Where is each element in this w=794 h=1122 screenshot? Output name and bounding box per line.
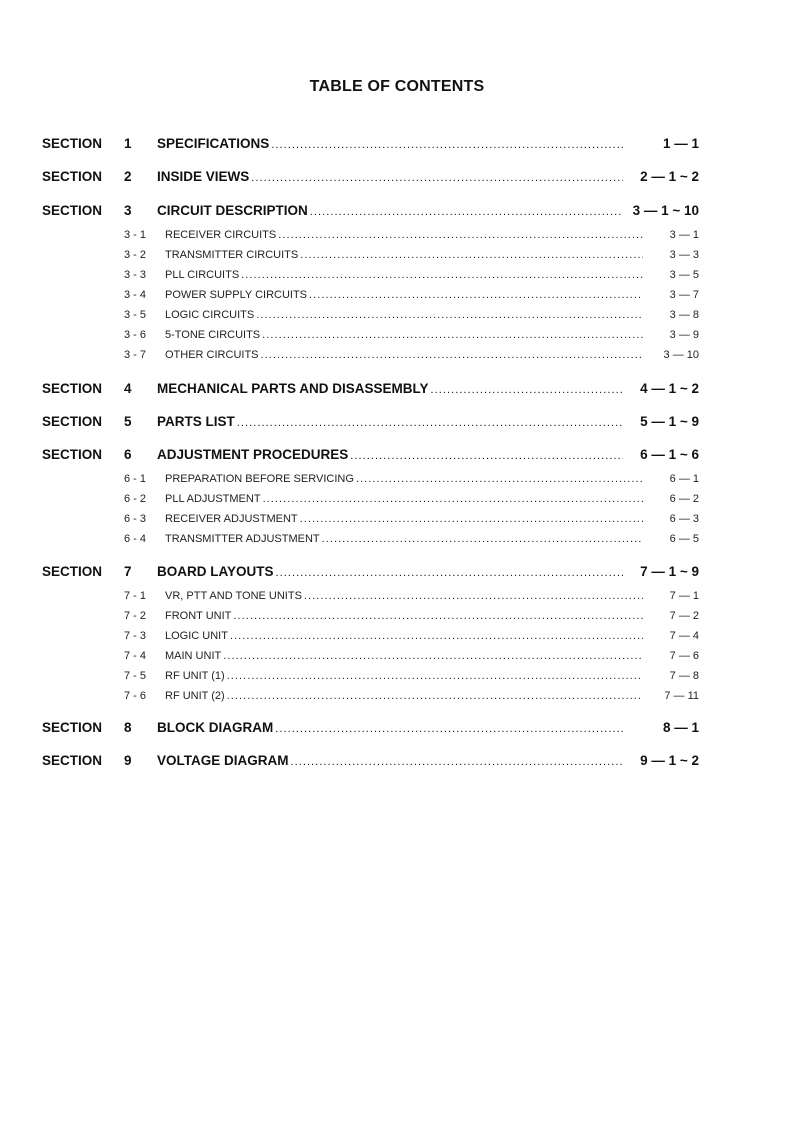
subsection-entry	[165, 509, 647, 529]
toc-section-row[interactable]	[0, 751, 794, 771]
subsection-title: RF UNIT (1)	[165, 670, 225, 682]
subsection-entry	[165, 606, 647, 626]
section-page: 5 — 1 ~ 9	[640, 414, 699, 429]
subsection-title: TRANSMITTER ADJUSTMENT	[165, 533, 320, 545]
section-number: 8	[124, 720, 132, 735]
toc-subsection-row[interactable]	[0, 265, 794, 285]
section-entry	[157, 412, 627, 433]
toc-subsection-row[interactable]	[0, 225, 794, 245]
toc-subsection-row[interactable]	[0, 686, 794, 706]
subsection-number: 3 - 1	[124, 229, 147, 241]
dot-leader	[291, 752, 624, 772]
dot-leader	[241, 265, 643, 285]
dot-leader	[256, 305, 643, 325]
subsection-page: 3 — 3	[669, 249, 699, 261]
subsection-number: 3 - 4	[124, 289, 147, 301]
subsection-title: VR, PTT AND TONE UNITS	[165, 590, 302, 602]
section-entry	[157, 379, 627, 400]
section-page: 4 — 1 ~ 2	[640, 381, 699, 396]
section-number: 7	[124, 564, 132, 579]
dot-leader	[263, 489, 643, 509]
section-page: 8 — 1	[662, 720, 699, 735]
subsection-title: MAIN UNIT	[165, 650, 222, 662]
subsection-title: TRANSMITTER CIRCUITS	[165, 249, 299, 261]
subsection-title: PLL ADJUSTMENT	[165, 493, 261, 505]
subsection-entry	[165, 285, 647, 305]
subsection-entry	[165, 529, 647, 549]
section-entry	[157, 167, 627, 188]
subsection-number: 6 - 1	[124, 473, 147, 485]
section-label: SECTION	[42, 720, 103, 735]
section-page: 6 — 1 ~ 6	[640, 447, 699, 462]
toc-section-row[interactable]	[0, 201, 794, 221]
subsection-title: POWER SUPPLY CIRCUITS	[165, 289, 308, 301]
subsection-title: OTHER CIRCUITS	[165, 349, 259, 361]
toc-subsection-row[interactable]	[0, 529, 794, 549]
dot-leader	[237, 413, 623, 433]
subsection-number: 3 - 5	[124, 309, 147, 321]
dot-leader	[431, 380, 623, 400]
toc-section-row[interactable]	[0, 412, 794, 432]
subsection-page: 7 — 8	[669, 670, 699, 682]
dot-leader	[227, 666, 643, 686]
dot-leader	[278, 225, 643, 245]
subsection-entry	[165, 686, 647, 706]
section-entry	[157, 562, 627, 583]
section-title: MECHANICAL PARTS AND DISASSEMBLY	[157, 381, 429, 396]
subsection-title: RECEIVER CIRCUITS	[165, 229, 277, 241]
section-label: SECTION	[42, 381, 103, 396]
subsection-page: 6 — 5	[669, 533, 699, 545]
dot-leader	[300, 245, 643, 265]
subsection-page: 7 — 4	[669, 630, 699, 642]
section-title: BLOCK DIAGRAM	[157, 720, 274, 735]
toc-subsection-row[interactable]	[0, 666, 794, 686]
toc-subsection-row[interactable]	[0, 586, 794, 606]
section-page: 3 — 1 ~ 10	[632, 203, 699, 218]
subsection-entry	[165, 586, 647, 606]
subsection-page: 3 — 9	[669, 329, 699, 341]
subsection-title: FRONT UNIT	[165, 610, 232, 622]
section-entry	[157, 134, 627, 155]
section-page: 7 — 1 ~ 9	[640, 564, 699, 579]
toc-section-row[interactable]	[0, 167, 794, 187]
dot-leader	[350, 446, 623, 466]
subsection-page: 3 — 5	[669, 269, 699, 281]
section-title: SPECIFICATIONS	[157, 136, 270, 151]
subsection-number: 6 - 4	[124, 533, 147, 545]
subsection-page: 7 — 2	[669, 610, 699, 622]
subsection-page: 6 — 2	[669, 493, 699, 505]
section-entry	[157, 201, 627, 222]
subsection-number: 7 - 5	[124, 670, 147, 682]
subsection-entry	[165, 489, 647, 509]
subsection-number: 3 - 7	[124, 349, 147, 361]
section-number: 9	[124, 753, 132, 768]
subsection-number: 3 - 6	[124, 329, 147, 341]
toc-subsection-row[interactable]	[0, 305, 794, 325]
subsection-entry	[165, 325, 647, 345]
subsection-number: 7 - 6	[124, 690, 147, 702]
section-page: 2 — 1 ~ 2	[640, 169, 699, 184]
toc-subsection-row[interactable]	[0, 285, 794, 305]
dot-leader	[261, 345, 644, 365]
subsection-number: 6 - 2	[124, 493, 147, 505]
section-title: INSIDE VIEWS	[157, 169, 250, 184]
dot-leader	[276, 563, 623, 583]
subsection-title: RF UNIT (2)	[165, 690, 225, 702]
toc-subsection-row[interactable]	[0, 606, 794, 626]
dot-leader	[227, 686, 643, 706]
subsection-number: 7 - 1	[124, 590, 147, 602]
subsection-page: 7 — 1	[669, 590, 699, 602]
section-number: 2	[124, 169, 132, 184]
dot-leader	[322, 529, 643, 549]
toc-subsection-row[interactable]	[0, 626, 794, 646]
toc-section-row[interactable]	[0, 445, 794, 465]
toc-subsection-row[interactable]	[0, 245, 794, 265]
subsection-entry	[165, 305, 647, 325]
subsection-entry	[165, 626, 647, 646]
subsection-title: RECEIVER ADJUSTMENT	[165, 513, 298, 525]
subsection-title: PREPARATION BEFORE SERVICING	[165, 473, 354, 485]
subsection-page: 3 — 7	[669, 289, 699, 301]
toc-section-row[interactable]	[0, 718, 794, 738]
toc-section-row[interactable]	[0, 379, 794, 399]
section-page: 9 — 1 ~ 2	[640, 753, 699, 768]
toc-subsection-row[interactable]	[0, 646, 794, 666]
section-title: ADJUSTMENT PROCEDURES	[157, 447, 349, 462]
section-label: SECTION	[42, 203, 103, 218]
dot-leader	[262, 325, 643, 345]
toc-section-row[interactable]	[0, 134, 794, 154]
toc-subsection-row[interactable]	[0, 345, 794, 365]
section-label: SECTION	[42, 753, 103, 768]
subsection-entry	[165, 245, 647, 265]
subsection-title: LOGIC CIRCUITS	[165, 309, 255, 321]
section-number: 5	[124, 414, 132, 429]
section-page: 1 — 1	[662, 136, 699, 151]
subsection-number: 6 - 3	[124, 513, 147, 525]
dot-leader	[223, 646, 643, 666]
subsection-entry	[165, 646, 647, 666]
toc-subsection-row[interactable]	[0, 509, 794, 529]
dot-leader	[251, 168, 623, 188]
subsection-page: 3 — 8	[669, 309, 699, 321]
subsection-entry	[165, 666, 647, 686]
section-title: VOLTAGE DIAGRAM	[157, 753, 289, 768]
subsection-number: 7 - 4	[124, 650, 147, 662]
dot-leader	[230, 626, 643, 646]
subsection-number: 3 - 3	[124, 269, 147, 281]
dot-leader	[304, 586, 643, 606]
subsection-title: PLL CIRCUITS	[165, 269, 240, 281]
subsection-page: 7 — 11	[664, 690, 699, 702]
toc-subsection-row[interactable]	[0, 325, 794, 345]
section-label: SECTION	[42, 169, 103, 184]
toc-subsection-row[interactable]	[0, 489, 794, 509]
page-title: TABLE OF CONTENTS	[309, 78, 485, 95]
subsection-entry	[165, 469, 647, 489]
section-title: PARTS LIST	[157, 414, 235, 429]
section-entry	[157, 445, 627, 466]
section-number: 4	[124, 381, 132, 396]
dot-leader	[309, 285, 643, 305]
section-entry	[157, 718, 627, 739]
subsection-page: 3 — 10	[663, 349, 699, 361]
section-number: 3	[124, 203, 132, 218]
dot-leader	[300, 509, 643, 529]
subsection-page: 7 — 6	[669, 650, 699, 662]
dot-leader	[275, 719, 623, 739]
section-label: SECTION	[42, 414, 103, 429]
section-number: 1	[124, 136, 132, 151]
subsection-page: 6 — 1	[669, 473, 699, 485]
section-label: SECTION	[42, 447, 103, 462]
subsection-number: 7 - 2	[124, 610, 147, 622]
dot-leader	[310, 202, 623, 222]
subsection-entry	[165, 225, 647, 245]
section-title: CIRCUIT DESCRIPTION	[157, 203, 308, 218]
subsection-title: LOGIC UNIT	[165, 630, 228, 642]
subsection-entry	[165, 345, 647, 365]
subsection-page: 6 — 3	[669, 513, 699, 525]
section-label: SECTION	[42, 564, 103, 579]
dot-leader	[271, 135, 623, 155]
subsection-number: 7 - 3	[124, 630, 147, 642]
dot-leader	[233, 606, 643, 626]
section-title: BOARD LAYOUTS	[157, 564, 274, 579]
subsection-title: 5-TONE CIRCUITS	[165, 329, 261, 341]
section-number: 6	[124, 447, 132, 462]
subsection-entry	[165, 265, 647, 285]
subsection-page: 3 — 1	[669, 229, 699, 241]
section-entry	[157, 751, 627, 772]
toc-subsection-row[interactable]	[0, 469, 794, 489]
toc-section-row[interactable]	[0, 562, 794, 582]
dot-leader	[356, 469, 643, 489]
section-label: SECTION	[42, 136, 103, 151]
subsection-number: 3 - 2	[124, 249, 147, 261]
